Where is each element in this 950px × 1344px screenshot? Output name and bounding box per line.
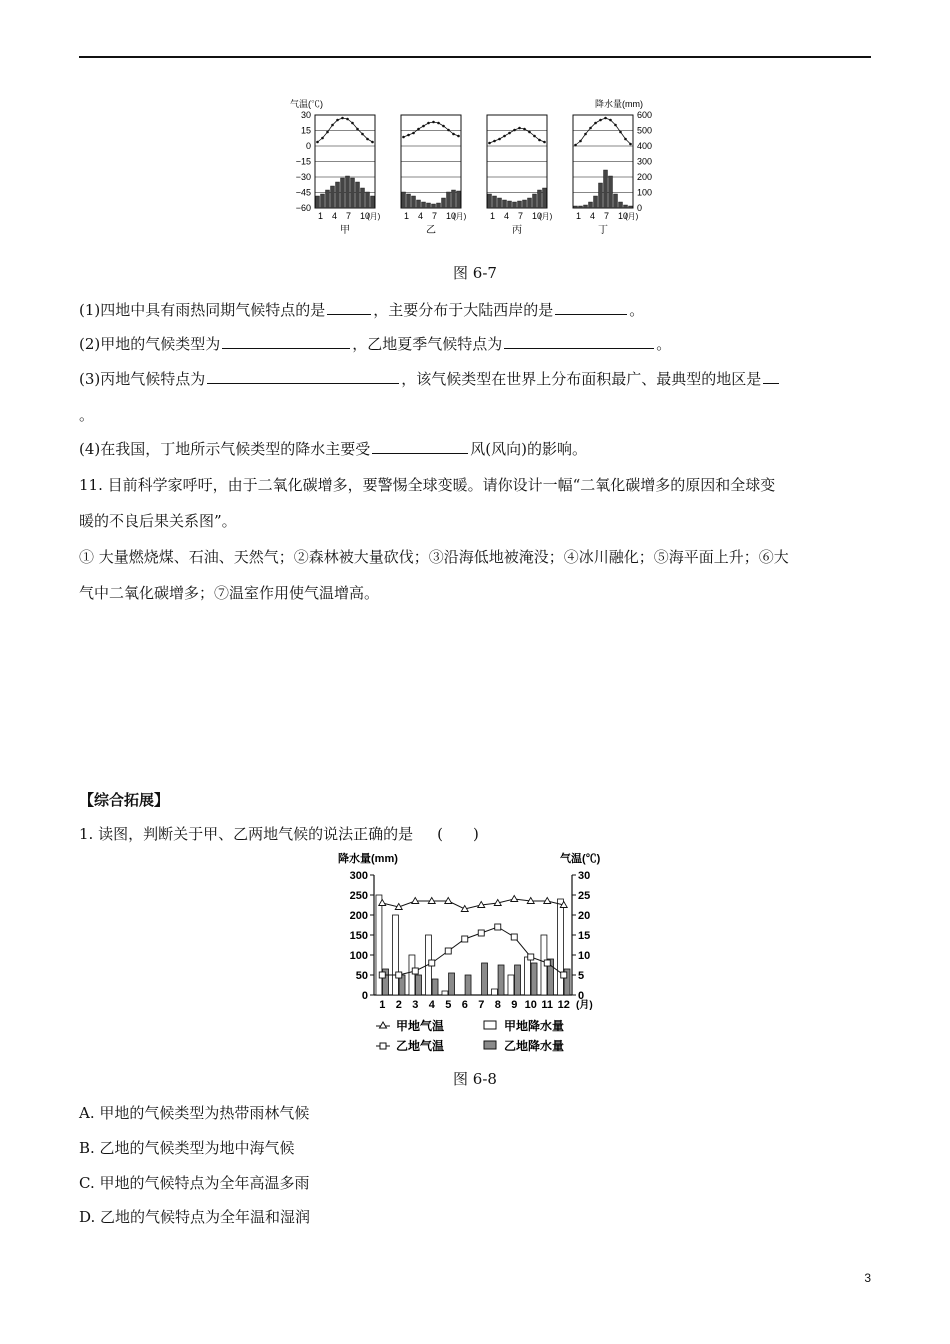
panel-temp-line: [576, 118, 631, 145]
legend-swatch-marker: [380, 1043, 386, 1049]
left-axis-ticks: [296, 110, 311, 213]
bar-jia-precip: [442, 991, 448, 995]
y-tick-label: 150: [349, 930, 368, 942]
panel-temp-point: [533, 135, 536, 138]
option-c[interactable]: C. 甲地的气候特点为全年高温多雨: [79, 1174, 310, 1192]
panel-temp-point: [624, 138, 627, 141]
panel-temp-point: [422, 125, 425, 128]
panel-temp-point: [366, 138, 369, 141]
panel-bar: [508, 201, 512, 208]
panel-label: 甲: [340, 225, 350, 236]
panel-x-tick: 7: [346, 211, 352, 221]
point-yi-temp: [462, 936, 468, 942]
climate-chart-figure-6-8: [330, 848, 620, 1063]
q10-part3: [79, 368, 781, 389]
q10-part2-text-b: ，乙地夏季气候特点为: [352, 335, 503, 353]
panel-bar: [417, 200, 421, 208]
point-yi-temp: [429, 960, 435, 966]
panel-bar: [447, 192, 451, 208]
panel-temp-point: [432, 121, 435, 124]
panel-temp-point: [371, 141, 374, 144]
bar-yi-precip: [498, 965, 504, 995]
panel-bar: [356, 182, 360, 208]
panel-bar: [493, 196, 497, 208]
answer-paren[interactable]: ( ): [437, 825, 479, 843]
left-tick: −15: [295, 156, 311, 167]
panel-bar: [422, 202, 426, 208]
q10-part4: [79, 438, 587, 459]
panel-temp-point: [498, 138, 501, 141]
panel-x-tick: 1: [318, 211, 324, 221]
panel-temp-point: [442, 125, 445, 128]
panel-temp-point: [341, 117, 344, 120]
y-tick-label: 250: [349, 890, 368, 902]
left-axis-label: 气温(℃): [290, 99, 323, 109]
panel-bar: [402, 192, 406, 208]
panel-temp-point: [538, 139, 541, 142]
left-tick: −30: [295, 172, 311, 182]
panel-bar: [518, 201, 522, 208]
x-tick-label: 3: [412, 999, 419, 1011]
x-tick-label: 6: [461, 999, 468, 1011]
chart-lines: [379, 896, 568, 979]
panel-bar: [366, 192, 370, 208]
point-jia-temp: [511, 896, 518, 902]
panel-x-tick: 4: [418, 211, 424, 221]
x-tick-label: 1: [379, 999, 386, 1011]
bar-jia-precip: [376, 895, 382, 995]
panel-x-tick: 10: [618, 211, 629, 221]
panel-temp-point: [528, 131, 531, 134]
panel-bar: [432, 204, 436, 208]
bar-jia-precip: [557, 899, 563, 995]
answer-blank[interactable]: [207, 368, 399, 384]
panel-temp-point: [356, 128, 359, 131]
q10-part1-text-b: ，主要分布于大陆西岸的是: [373, 301, 554, 319]
panel-bar: [437, 203, 441, 208]
panel-temp-point: [326, 131, 329, 134]
y2-tick-label: 30: [578, 870, 591, 882]
section-title: 【综合拓展】: [79, 791, 170, 809]
option-d[interactable]: D. 乙地的气候特点为全年温和湿润: [79, 1208, 311, 1226]
panel-temp-point: [316, 141, 319, 144]
legend-swatch-marker: [380, 1022, 387, 1028]
panel-temp-point: [508, 132, 511, 135]
panel-temp-point: [599, 119, 602, 122]
legend-swatch-box: [484, 1041, 496, 1049]
panel-bar: [533, 194, 537, 208]
x-tick-label: 4: [428, 999, 435, 1011]
legend-label: 甲地降水量: [504, 1019, 565, 1033]
panel-temp-point: [412, 132, 415, 135]
panel-bar: [584, 205, 588, 208]
answer-blank[interactable]: [327, 299, 371, 315]
panel-x-tick: 7: [518, 211, 524, 221]
bar-yi-precip: [432, 979, 438, 995]
panel-temp-point: [331, 124, 334, 127]
panel-bar: [412, 196, 416, 208]
y2-tick-label: 10: [578, 950, 591, 962]
bar-jia-precip: [409, 955, 415, 995]
x-tick-label: 12: [557, 999, 570, 1011]
panel-bar: [528, 198, 532, 208]
panel-bar: [574, 206, 578, 208]
panel-temp-point: [488, 142, 491, 145]
point-yi-temp: [495, 924, 501, 930]
x-tick-label: 2: [395, 999, 402, 1011]
point-yi-temp: [396, 972, 402, 978]
answer-blank[interactable]: [504, 333, 654, 349]
climate-panel: [315, 115, 381, 236]
climate-panels: [315, 115, 639, 236]
panel-bar: [341, 178, 345, 208]
right-tick: 0: [637, 203, 643, 213]
panel-x-tick: 7: [432, 211, 438, 221]
panel-x-tick: 4: [590, 211, 596, 221]
panel-x-tick: 10: [532, 211, 543, 221]
legend-entry: [376, 1038, 444, 1053]
panel-temp-point: [629, 143, 632, 146]
panel-bar: [326, 190, 330, 208]
bar-jia-precip: [392, 915, 398, 995]
left-tick: −60: [295, 203, 311, 213]
legend-swatch-box: [484, 1021, 496, 1029]
panel-bar: [609, 176, 613, 208]
panel-x-tick: 4: [332, 211, 338, 221]
panel-bar: [321, 194, 325, 208]
panel-temp-point: [457, 135, 460, 138]
bar-yi-precip: [416, 975, 422, 995]
panel-bar: [457, 191, 461, 208]
panel-temp-point: [513, 129, 516, 132]
x-tick-label: 9: [511, 999, 518, 1011]
chart-y2label: 气温(℃): [560, 853, 601, 865]
panel-bar: [523, 200, 527, 208]
climate-charts-figure-6-7: [285, 95, 665, 240]
panel-bar: [629, 206, 633, 208]
x-tick-label: 7: [478, 999, 485, 1011]
y2-tick-label: 5: [578, 970, 585, 982]
y-tick-label: 100: [349, 950, 368, 962]
q10-part3-end: 。: [79, 406, 95, 424]
panel-bar: [589, 202, 593, 208]
panel-temp-point: [493, 140, 496, 143]
panel-bar: [594, 196, 598, 208]
panel-temp-point: [614, 124, 617, 127]
page-number: 3: [864, 1271, 871, 1285]
q11-line4: 气中二氧化碳增多；⑦温室作用使气温增高。: [79, 584, 380, 602]
left-tick: 0: [305, 141, 311, 151]
y-tick-label: 200: [349, 910, 368, 922]
panel-bar: [604, 170, 608, 208]
panel-temp-point: [574, 144, 577, 147]
climate-panel: [573, 115, 639, 236]
y2-tick-label: 20: [578, 910, 591, 922]
q10-part2: [79, 333, 671, 354]
panel-temp-point: [619, 131, 622, 134]
panel-bar: [336, 182, 340, 208]
panel-bar: [513, 202, 517, 208]
panel-x-unit: (月): [367, 212, 381, 221]
panel-x-tick: 10: [446, 211, 457, 221]
panel-temp-point: [579, 140, 582, 143]
panel-bar: [361, 188, 365, 208]
panel-temp-point: [361, 133, 364, 136]
panel-temp-point: [503, 135, 506, 138]
bar-jia-precip: [524, 957, 530, 995]
y2-tick-label: 15: [578, 930, 591, 942]
option-b[interactable]: B. 乙地的气候类型为地中海气候: [79, 1139, 295, 1157]
panel-x-tick: 10: [360, 211, 371, 221]
chart-legend: [376, 1018, 564, 1053]
figure-6-8-caption: 图 6-8: [453, 1070, 497, 1088]
panel-temp-point: [407, 134, 410, 137]
panel-x-tick: 1: [404, 211, 410, 221]
panel-bar: [351, 178, 355, 208]
panel-bar: [624, 205, 628, 208]
bar-yi-precip: [449, 973, 455, 995]
q10-part2-text-a: (2)甲地的气候类型为: [79, 335, 221, 353]
answer-blank[interactable]: [222, 333, 350, 349]
panel-bar: [407, 194, 411, 208]
panel-temp-point: [351, 122, 354, 125]
point-yi-temp: [544, 960, 550, 966]
top-rule: [79, 56, 871, 58]
right-tick: 200: [637, 172, 653, 182]
panel-bar: [599, 183, 603, 208]
legend-label: 乙地气温: [396, 1039, 445, 1053]
panel-temp-point: [523, 128, 526, 131]
bar-jia-precip: [508, 975, 514, 995]
q10-part4-text-b: 风(风向)的影响。: [470, 440, 587, 458]
q11-line2: 暖的不良后果关系图”。: [79, 512, 237, 530]
panel-bar: [442, 198, 446, 208]
point-yi-temp: [511, 934, 517, 940]
panel-temp-point: [427, 122, 430, 125]
panel-temp-line: [404, 122, 459, 137]
panel-x-unit: (月): [453, 212, 467, 221]
bar-yi-precip: [465, 975, 471, 995]
x-tick-label: 5: [445, 999, 452, 1011]
panel-bar: [488, 194, 492, 208]
point-yi-temp: [412, 968, 418, 974]
panel-x-tick: 7: [604, 211, 610, 221]
y-tick-label: 300: [349, 870, 368, 882]
q10-part3-text-a: (3)丙地气候特点为: [79, 370, 206, 388]
panel-bar: [371, 196, 375, 208]
panel-bar: [498, 198, 502, 208]
q10-part1: [79, 299, 644, 320]
point-yi-temp: [478, 930, 484, 936]
chart-bars: [376, 895, 570, 995]
legend-entry: [376, 1018, 444, 1033]
x-tick-label: 10: [524, 999, 537, 1011]
q10-part3-text-b: ，该气候类型在世界上分布面积最广、最典型的地区是: [401, 370, 762, 388]
right-tick: 500: [637, 125, 653, 136]
q10-part1-text-a: (1)四地中具有雨热同期气候特点的是: [79, 301, 326, 319]
panel-bar: [579, 206, 583, 208]
panel-temp-point: [609, 119, 612, 122]
panel-label: 丁: [598, 225, 608, 236]
left-tick: 30: [300, 110, 311, 120]
panel-temp-point: [417, 128, 420, 131]
panel-bar: [543, 188, 547, 208]
question-1-text: 1. 读图，判断关于甲、乙两地气候的说法正确的是: [79, 825, 414, 843]
panel-temp-point: [589, 127, 592, 130]
panel-bar: [503, 200, 507, 208]
panel-temp-point: [336, 119, 339, 122]
legend-entry: [484, 1018, 564, 1033]
panel-temp-point: [594, 122, 597, 125]
right-axis-label: 降水量(mm): [595, 99, 643, 109]
panel-label: 丙: [512, 225, 522, 236]
panel-bar: [427, 203, 431, 208]
x-tick-label: 8: [494, 999, 501, 1011]
panel-bar: [316, 196, 320, 208]
bar-yi-precip: [515, 965, 521, 995]
line-jia-temp: [382, 899, 564, 909]
panel-x-unit: (月): [539, 212, 553, 221]
option-a[interactable]: A. 甲地的气候类型为热带雨林气候: [79, 1104, 310, 1122]
answer-blank[interactable]: [555, 299, 627, 315]
panel-temp-line: [318, 118, 373, 142]
answer-blank[interactable]: [763, 368, 779, 384]
q10-part1-text-c: 。: [629, 301, 645, 319]
bar-jia-precip: [491, 989, 497, 995]
y2-tick-label: 0: [578, 990, 585, 1002]
y-tick-label: 0: [361, 990, 368, 1002]
panel-bar: [346, 176, 350, 208]
panel-temp-point: [447, 129, 450, 132]
panel-temp-point: [604, 117, 607, 120]
y2-tick-label: 25: [578, 890, 591, 902]
panel-label: 乙: [426, 225, 436, 236]
panel-bar: [614, 194, 618, 208]
q10-part4-text-a: (4)在我国，丁地所示气候类型的降水主要受: [79, 440, 371, 458]
right-tick: 100: [637, 187, 653, 198]
point-yi-temp: [561, 972, 567, 978]
right-axis-ticks: [637, 110, 652, 213]
panel-x-tick: 1: [576, 211, 582, 221]
left-tick: 15: [300, 125, 311, 136]
point-yi-temp: [445, 948, 451, 954]
panel-temp-point: [437, 122, 440, 125]
x-tick-label: 11: [541, 999, 554, 1011]
legend-entry: [484, 1038, 564, 1053]
panel-temp-point: [584, 133, 587, 136]
panel-x-unit: (月): [625, 212, 639, 221]
figure-6-7-caption: 图 6-7: [453, 264, 497, 282]
climate-panel: [401, 115, 467, 236]
right-tick: 400: [637, 141, 653, 151]
panel-temp-point: [518, 127, 521, 130]
panel-x-tick: 4: [504, 211, 510, 221]
panel-x-tick: 1: [490, 211, 496, 221]
question-1: [79, 823, 479, 844]
q11-line1: 11. 目前科学家呼吁，由于二氧化碳增多，要警惕全球变暖。请你设计一幅“二氧化碳增多的原因和全球变: [79, 476, 776, 494]
right-tick: 600: [637, 110, 653, 120]
panel-temp-point: [346, 118, 349, 121]
bar-yi-precip: [482, 963, 488, 995]
climate-panel: [487, 115, 553, 236]
q11-line3: ① 大量燃烧煤、石油、天然气；②森林被大量砍伐；③沿海低地被淹没；④冰川融化；⑤海平面上升；⑥大: [79, 548, 789, 566]
panel-temp-point: [452, 133, 455, 136]
x-axis-unit: (月): [576, 1000, 593, 1011]
panel-bar: [331, 186, 335, 208]
panel-temp-point: [321, 137, 324, 140]
point-yi-temp: [379, 972, 385, 978]
chart-ylabel: 降水量(mm): [338, 853, 398, 865]
panel-bar: [619, 202, 623, 208]
panel-bar: [452, 190, 456, 208]
panel-temp-point: [402, 136, 405, 139]
panel-temp-point: [543, 141, 546, 144]
panel-bar: [538, 190, 542, 208]
left-tick: −45: [295, 187, 311, 198]
bar-yi-precip: [531, 963, 537, 995]
point-yi-temp: [528, 954, 534, 960]
answer-blank[interactable]: [372, 438, 468, 454]
legend-label: 乙地降水量: [504, 1039, 565, 1053]
y-tick-label: 50: [355, 970, 368, 982]
right-tick: 300: [637, 156, 653, 167]
legend-label: 甲地气温: [396, 1019, 445, 1033]
q10-part2-text-c: 。: [656, 335, 672, 353]
